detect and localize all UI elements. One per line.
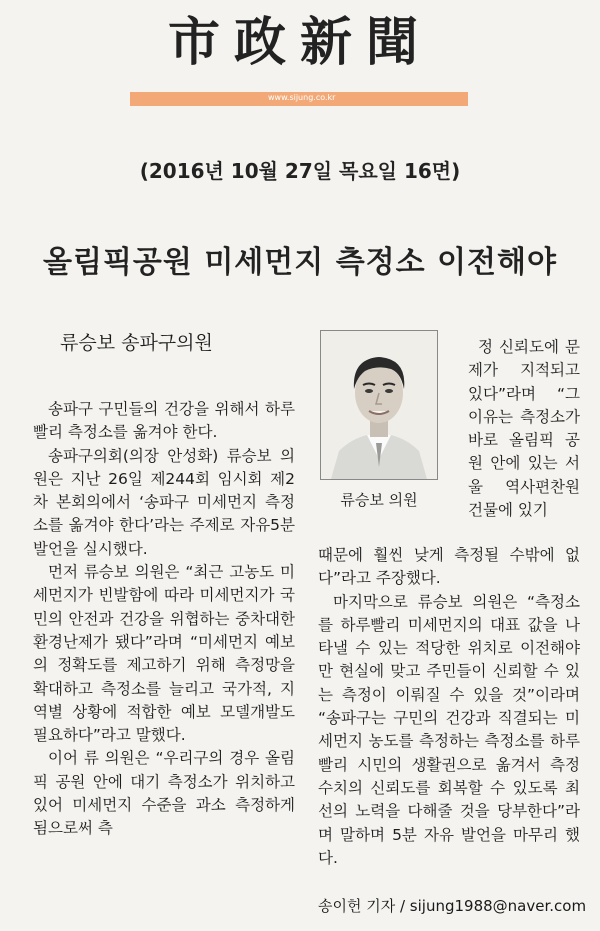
article-paragraph: 송파구 구민들의 건강을 위해서 하루 빨리 측정소를 옮겨야 한다.: [33, 400, 295, 442]
article-paragraph: 송파구의회(의장 안성화) 류승보 의원은 지난 26일 제244회 임시회 제2차 본회의에서 ‘송파구 미세먼지 측정소를 옮겨야 한다’라는 주제로 자유5분발언을 실시했다.: [33, 446, 295, 558]
portrait-caption: 류승보 의원: [340, 491, 418, 509]
article-paragraph: 마지막으로 류승보 의원은 “측정소를 하루빨리 미세먼지의 대표 값을 나타낼 수 있는 적당한 위치로 이전해야만 현실에 맞고 주민들이 신뢰할 수 있는 측정이 이뤄질 수 있을 것”이라며 “송파구는 구민의 건강과 직결되는 미세먼지 농도를 측정하는 측정소를 하루빨리 시민의 생활권으로 옮겨서 측정 수치의 신뢰도를 회복할 수 있도록 최선의 노력을 다해줄 것을 당부한다”라며 말하며 5분 자유 발언을 마무리 했다.: [318, 592, 580, 867]
article-column-right-top: [468, 336, 580, 522]
councilor-portrait: [320, 330, 438, 480]
newspaper-masthead: 市政新聞: [167, 12, 432, 73]
article-paragraph: 이어 류 의원은 “우리구의 경우 올림픽 공원 안에 대기 측정소가 위치하고 있어 미세먼지 수준을 과소 측정하게 됨으로써 측: [33, 749, 295, 838]
article-byline: 류승보 송파구의원: [60, 332, 213, 354]
masthead-url: www.sijung.co.kr: [268, 93, 336, 102]
article-headline: 올림픽공원 미세먼지 측정소 이전해야: [42, 245, 557, 280]
article-column-left: [33, 398, 295, 841]
portrait-photo: [321, 331, 437, 479]
reporter-credit: 송이헌 기자 / sijung1988@naver.com: [318, 897, 587, 915]
article-paragraph: 때문에 훨씬 낮게 측정될 수밖에 없다”라고 주장했다.: [318, 546, 580, 588]
issue-date: (2016년 10월 27일 목요일 16면): [139, 159, 461, 183]
article-column-right: [318, 544, 580, 870]
article-paragraph: 정 신뢰도에 문제가 지적되고 있다”라며 “그 이유는 측정소가 바로 올림픽 공원 안에 있는 서울 역사편찬원 건물에 있기: [468, 338, 580, 520]
article-paragraph: 먼저 류승보 의원은 “최근 고농도 미세먼지가 빈발함에 따라 미세먼지가 국민의 안전과 건강을 위협하는 중차대한 환경난제가 됐다”라며 “미세먼지 예보의 정확도를 제고하기 위해 측정망을 확대하고 측정소를 늘리고 국가적, 지역별 상황에 적합한 예보 모델개발도 필요하다”라고 말했다.: [33, 563, 295, 745]
